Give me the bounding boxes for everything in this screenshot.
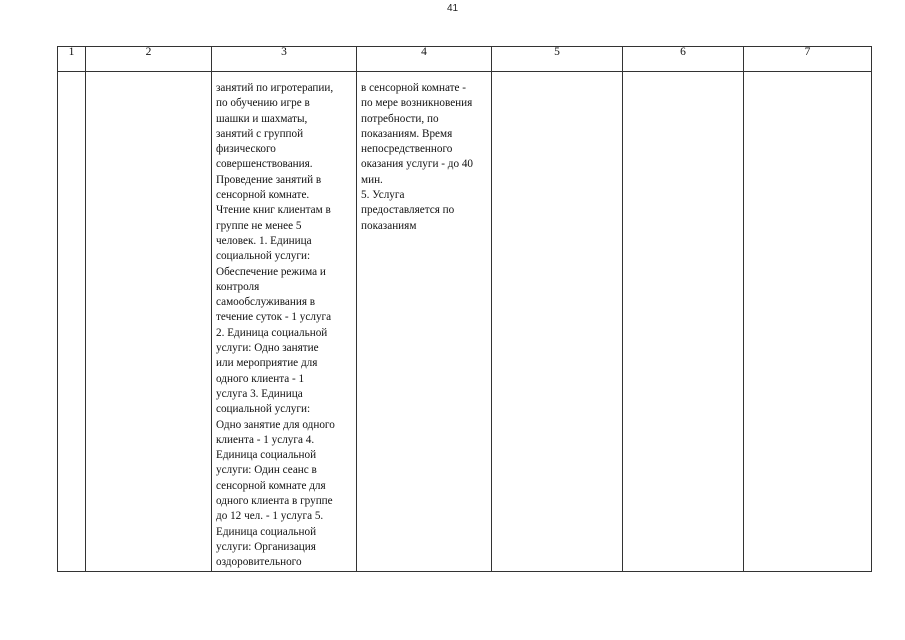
cell-col-6-text bbox=[623, 72, 743, 81]
column-header-7: 7 bbox=[744, 47, 872, 72]
page-number: 41 bbox=[446, 3, 459, 14]
cell-col-3 bbox=[212, 72, 357, 572]
column-header-5: 5 bbox=[492, 47, 623, 72]
table-header-row bbox=[58, 47, 872, 72]
service-terms-text: в сенсорной комнате - по мере возникновения потребности, по показаниям. Время непосредственного оказания услуги - до 40 мин. 5. Услуга предоставляется по показаниям bbox=[361, 82, 474, 232]
cell-col-1 bbox=[58, 72, 86, 572]
cell-col-5-text bbox=[492, 72, 622, 81]
service-content-text: занятий по игротерапии, по обучению игре в шашки и шахматы, занятий с группой физического совершенствования. Проведение занятий в сенсорной комнате. Чтение книг клиентам в группе не менее 5 человек. 1. Единица социальной услуги: Обеспечение режима и контроля самообслуживания в течение суток - 1 услуга 2. Единица социальной услуги: Одно занятие или мероприятие для одного клиента - 1 услуга 3. Единица социальной услуги: Одно занятие для одного клиента - 1 услуга 4. Единица социальной услуги: Один сеанс в сенсорной комнате для одного клиента в группе до 12 чел. - 1 услуга 5. Единица социальной услуги: Организация оздоровительного bbox=[216, 82, 335, 569]
cell-col-7-text bbox=[744, 72, 871, 81]
column-header-2: 2 bbox=[86, 47, 212, 72]
cell-col-1-text bbox=[58, 72, 85, 81]
table-row bbox=[58, 72, 872, 572]
cell-col-2 bbox=[86, 72, 212, 572]
column-header-1: 1 bbox=[58, 47, 86, 72]
services-table bbox=[57, 46, 872, 572]
column-header-4: 4 bbox=[357, 47, 492, 72]
cell-col-7 bbox=[744, 72, 872, 572]
cell-col-5 bbox=[492, 72, 623, 572]
cell-col-4 bbox=[357, 72, 492, 572]
column-header-3: 3 bbox=[212, 47, 357, 72]
cell-col-2-text bbox=[86, 72, 211, 81]
column-header-6: 6 bbox=[623, 47, 744, 72]
cell-col-6 bbox=[623, 72, 744, 572]
